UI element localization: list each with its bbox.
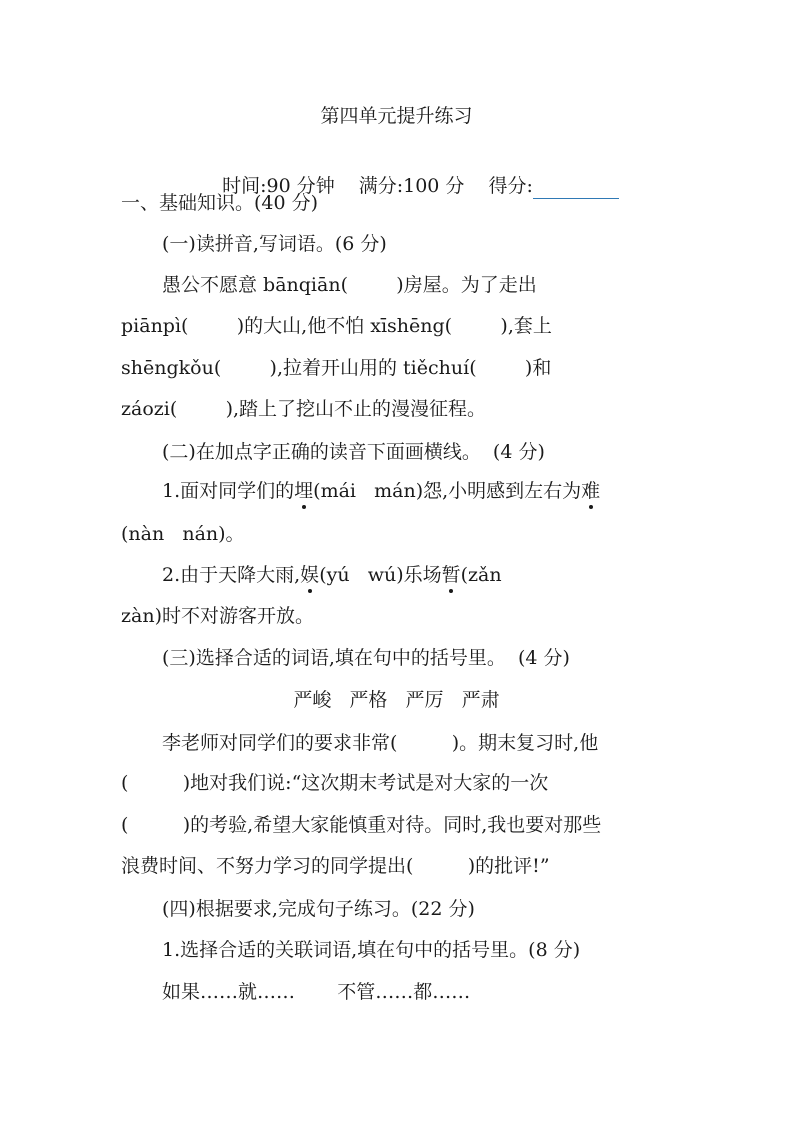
dotted-char: 难: [581, 480, 601, 502]
dotted-char: 埋: [294, 480, 314, 502]
part3-line: ( )地对我们说:“这次期末考试是对大家的一次: [121, 772, 549, 794]
part2-q1: [162, 478, 600, 504]
part2-q1-line2: (nàn nán)。: [121, 523, 245, 545]
word-choices: 严峻 严格 严厉 严肃: [293, 689, 500, 711]
part3-line: ( )的考验,希望大家能慎重对待。同时,我也要对那些: [121, 814, 602, 836]
full-score: 满分:100 分: [358, 175, 465, 197]
dotted-char: 娱: [300, 564, 320, 586]
part4-q1-heading: 1.选择合适的关联词语,填在句中的括号里。(8 分): [162, 939, 581, 961]
part2-q2-line2: zàn)时不对游客开放。: [121, 605, 314, 627]
q2-text: 2.由于天降大雨,: [162, 564, 301, 586]
connective-options: 如果……就…… 不管……都……: [162, 981, 471, 1003]
part2-heading: (二)在加点字正确的读音下面画横线。 (4 分): [162, 441, 545, 463]
dotted-char: 暂: [441, 564, 461, 586]
part4-heading: (四)根据要求,完成句子练习。(22 分): [162, 898, 475, 920]
part1-line: piānpì( )的大山,他不怕 xīshēng( ),套上: [121, 315, 552, 337]
q1-text: 1.面对同学们的: [162, 480, 295, 502]
q2-text: (yú wú)乐场: [319, 564, 442, 586]
part1-heading: (一)读拼音,写词语。(6 分): [162, 233, 387, 255]
section1-heading: 一、基础知识。(40 分): [121, 192, 319, 214]
time-limit: 时间:90 分钟: [222, 175, 335, 197]
q2-text: (zǎn: [460, 564, 502, 586]
page-title: 第四单元提升练习: [320, 105, 473, 127]
part3-heading: (三)选择合适的词语,填在句中的括号里。 (4 分): [162, 647, 570, 669]
score-label: 得分:: [488, 175, 533, 197]
part2-q2: [162, 562, 502, 588]
part1-line: záozi( ),踏上了挖山不止的漫漫征程。: [121, 398, 487, 420]
score-blank[interactable]: [533, 180, 619, 199]
q1-text: (mái mán)怨,小明感到左右为: [313, 480, 582, 502]
part1-line: 愚公不愿意 bānqiān( )房屋。为了走出: [162, 274, 537, 296]
part3-line: 浪费时间、不努力学习的同学提出( )的批评!”: [121, 855, 550, 877]
part3-line: 李老师对同学们的要求非常( )。期末复习时,他: [162, 732, 599, 754]
part1-line: shēngkǒu( ),拉着开山用的 tiěchuí( )和: [121, 357, 552, 379]
